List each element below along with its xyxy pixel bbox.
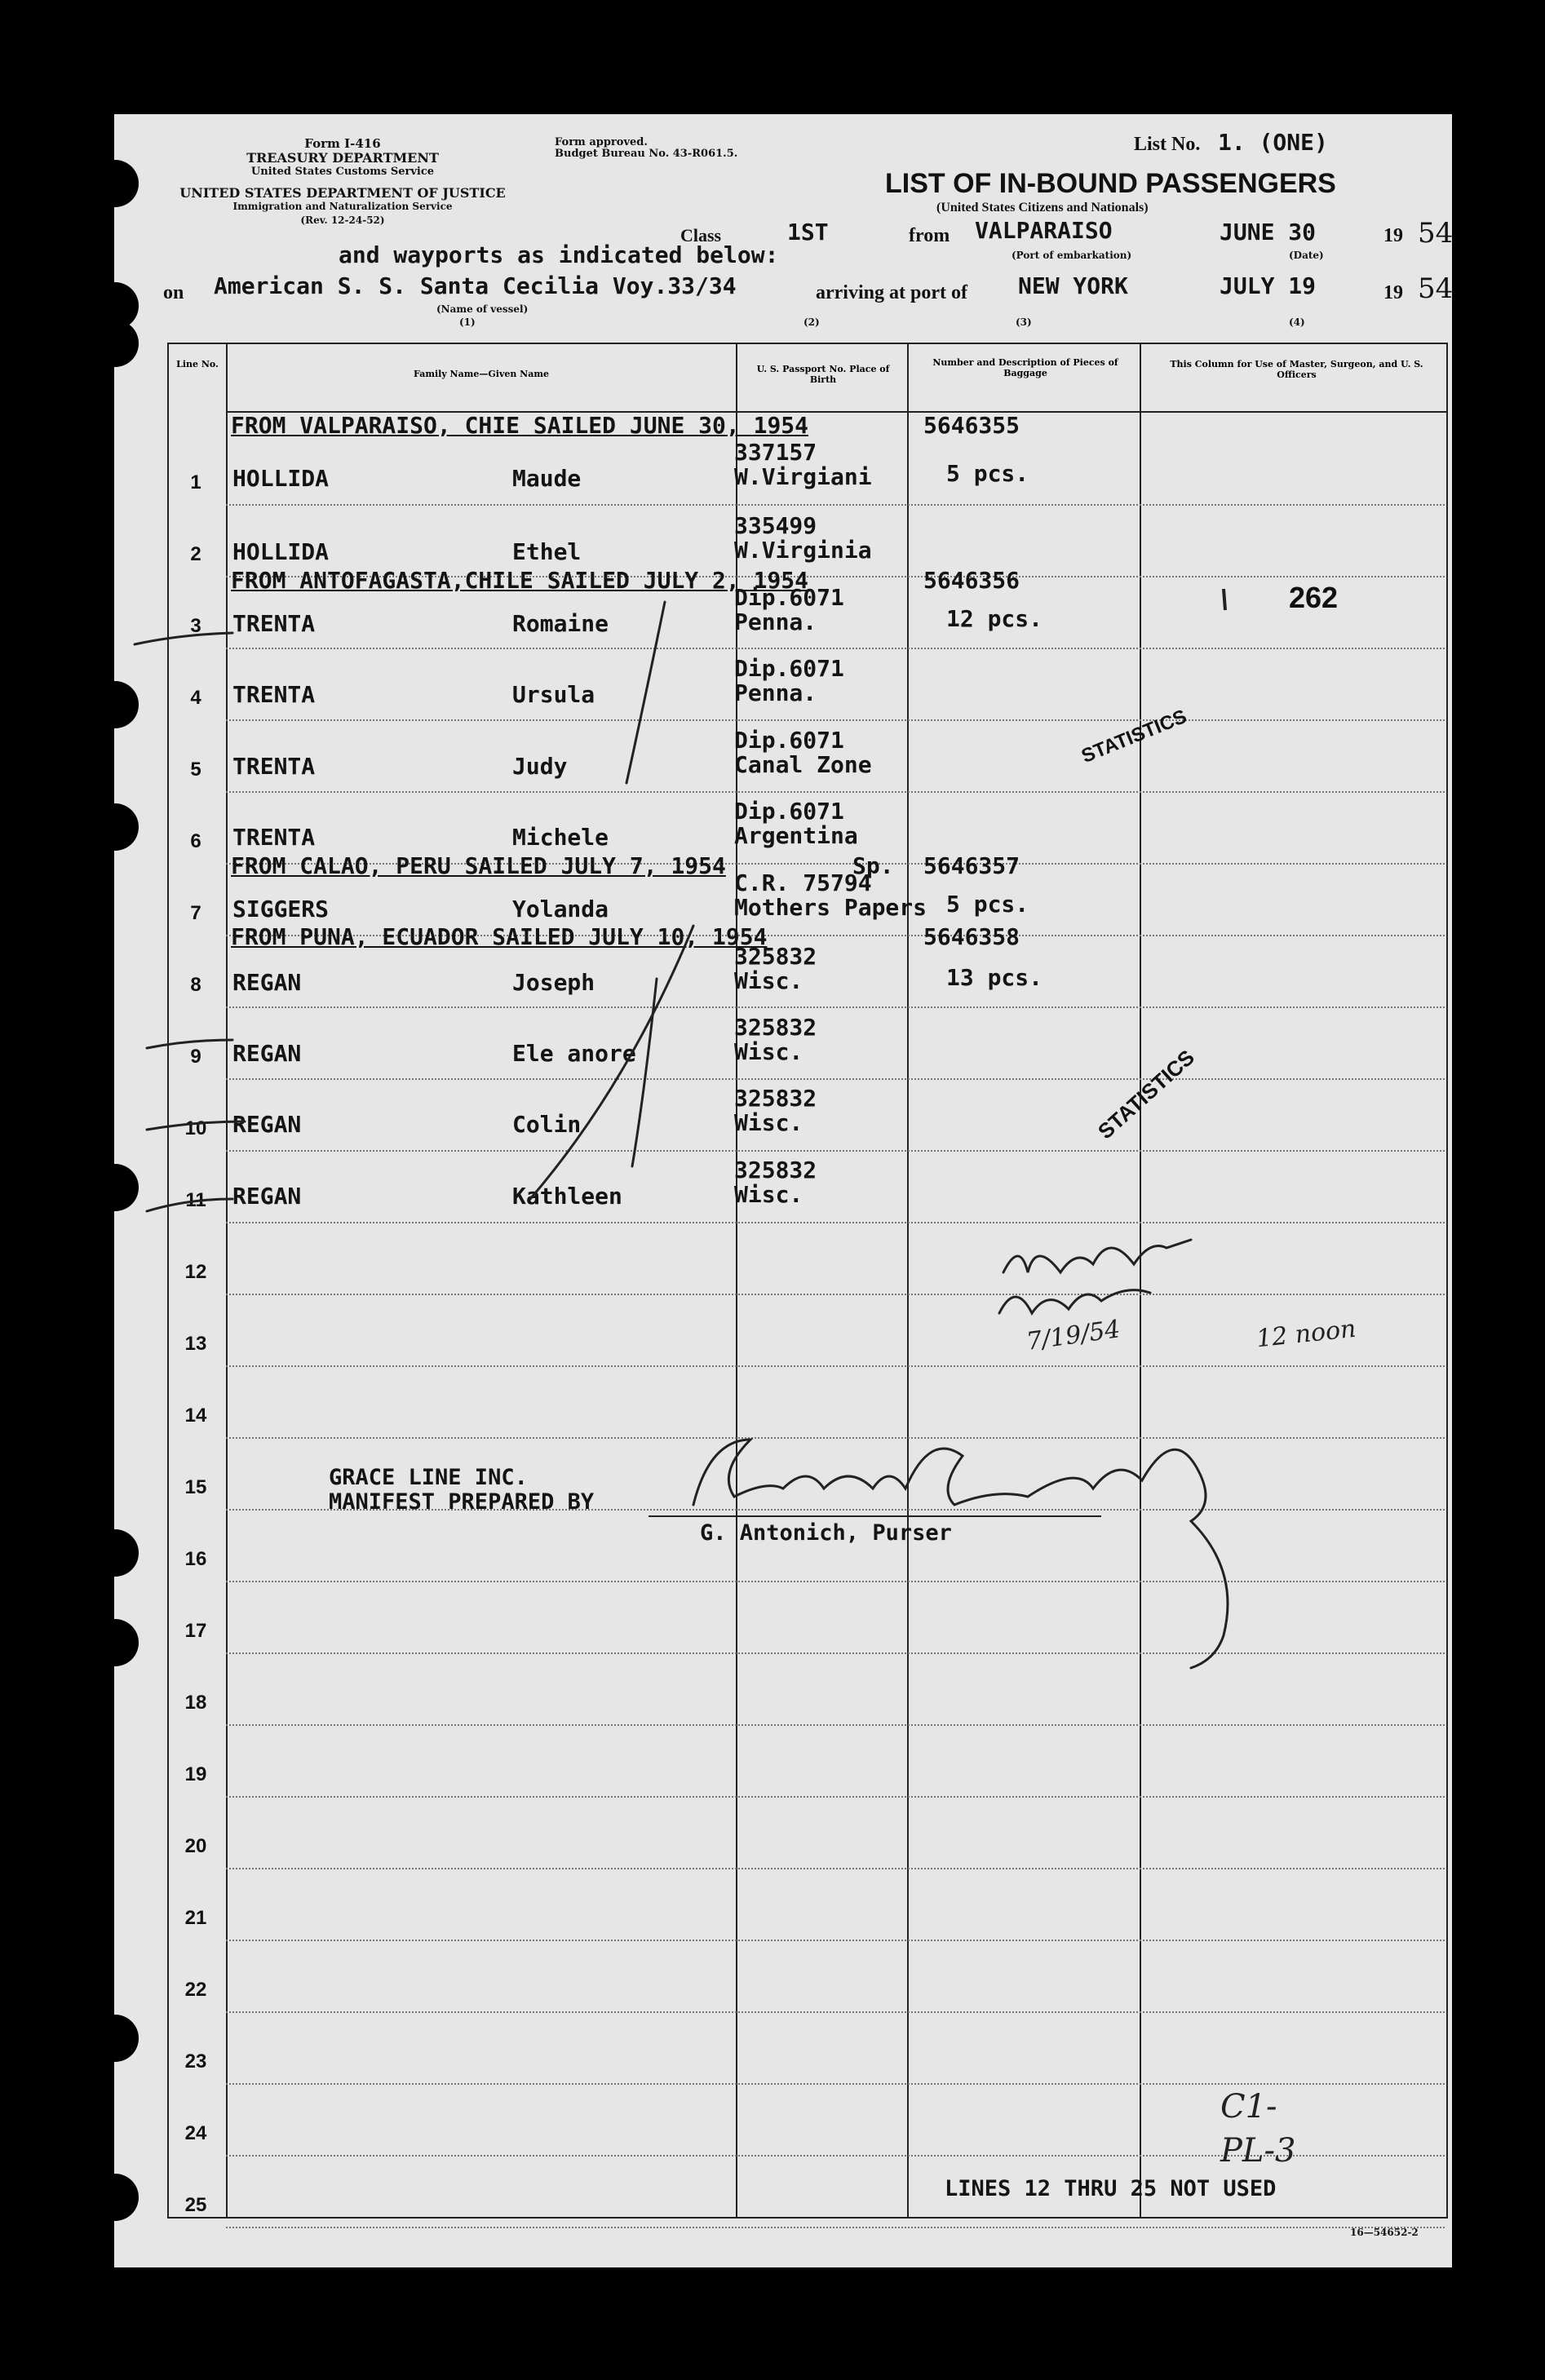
line-number: 25 bbox=[184, 2194, 207, 2216]
officer-initials bbox=[1003, 1240, 1191, 1272]
pen-stroke bbox=[147, 1121, 245, 1130]
family-name: TRENTA bbox=[232, 753, 316, 780]
line-number: 4 bbox=[190, 687, 201, 709]
purser-name: G. Antonich, Purser bbox=[700, 1520, 952, 1546]
passport-number: Dip.6071 bbox=[734, 584, 844, 611]
passport-number: Dip.6071 bbox=[734, 727, 844, 754]
given-name: Joseph bbox=[512, 969, 595, 996]
line-number: 6 bbox=[190, 830, 201, 852]
family-name: HOLLIDA bbox=[232, 465, 330, 492]
place-of-birth: Mothers Papers bbox=[734, 894, 927, 921]
baggage-number: 5646358 bbox=[923, 923, 1020, 950]
family-name: HOLLIDA bbox=[232, 538, 330, 565]
place-of-birth: Canal Zone bbox=[734, 751, 872, 778]
col-caption-3: (3) bbox=[1016, 316, 1032, 328]
section-header: FROM CALAO, PERU SAILED JULY 7, 1954 bbox=[231, 852, 726, 879]
rev-line: (Rev. 12-24-52) bbox=[300, 215, 385, 226]
line-number: 2 bbox=[190, 543, 201, 565]
passport-number: 325832 bbox=[734, 1157, 817, 1183]
line-number: 22 bbox=[184, 1979, 207, 2001]
pen-stroke bbox=[626, 602, 665, 783]
from-caption: (Port of embarkation) bbox=[1012, 250, 1132, 261]
year-1: 54 bbox=[1418, 217, 1454, 250]
family-name: REGAN bbox=[232, 969, 302, 996]
baggage-number: 5646357 bbox=[923, 852, 1020, 879]
section-extra: Sp. bbox=[852, 852, 894, 879]
baggage-pieces: 12 pcs. bbox=[946, 605, 1043, 632]
arrival-port: NEW YORK bbox=[1018, 272, 1128, 299]
line-number: 7 bbox=[190, 902, 201, 924]
baggage-number: 5646355 bbox=[923, 412, 1020, 439]
list-no-label: List No. bbox=[1134, 134, 1201, 155]
given-name: Maude bbox=[512, 465, 582, 492]
year-prefix-2: 19 bbox=[1383, 282, 1403, 303]
passport-number: 325832 bbox=[734, 1014, 817, 1041]
baggage-pieces: 13 pcs. bbox=[946, 964, 1043, 991]
line-number: 8 bbox=[190, 974, 201, 996]
family-name: TRENTA bbox=[232, 681, 316, 708]
vessel-caption: (Name of vessel) bbox=[436, 303, 529, 315]
family-name: REGAN bbox=[232, 1111, 302, 1138]
company-name: GRACE LINE INC. bbox=[329, 1465, 528, 1490]
year-prefix-1: 19 bbox=[1383, 225, 1403, 246]
place-of-birth: Penna. bbox=[734, 679, 817, 706]
place-of-birth: Argentina bbox=[734, 822, 858, 849]
page-title: LIST OF IN-BOUND PASSENGERS bbox=[885, 168, 1336, 199]
line-number: 11 bbox=[185, 1189, 206, 1211]
col-caption-1: (1) bbox=[459, 316, 476, 328]
passport-number: 325832 bbox=[734, 943, 817, 970]
section-header: FROM PUNA, ECUADOR SAILED JULY 10, 1954 bbox=[231, 923, 768, 950]
pen-stroke bbox=[632, 979, 657, 1166]
line-number: 19 bbox=[184, 1763, 207, 1785]
col-header-passport: U. S. Passport No. Place of Birth bbox=[756, 364, 890, 385]
line-number: 16 bbox=[184, 1548, 207, 1570]
line-number: 1 bbox=[190, 471, 201, 493]
section-header: FROM VALPARAISO, CHIE SAILED JUNE 30, 1954 bbox=[231, 412, 809, 439]
place-of-birth: W.Virgiani bbox=[734, 463, 872, 490]
officer-mark: 262 bbox=[1289, 581, 1339, 614]
class-label: Class bbox=[680, 225, 722, 246]
given-name: Colin bbox=[512, 1111, 582, 1138]
given-name: Yolanda bbox=[512, 896, 609, 922]
line-number: 23 bbox=[184, 2050, 207, 2073]
baggage-number: 5646356 bbox=[923, 567, 1020, 594]
line-number: 20 bbox=[184, 1835, 207, 1857]
place-of-birth: Wisc. bbox=[734, 967, 803, 994]
treasury-dept: TREASURY DEPARTMENT bbox=[246, 150, 439, 166]
line-number: 21 bbox=[184, 1907, 207, 1929]
col-header-name: Family Name—Given Name bbox=[414, 369, 549, 379]
pen-stroke bbox=[135, 633, 232, 644]
dept-justice-line: UNITED STATES DEPARTMENT OF JUSTICE bbox=[179, 185, 506, 201]
list-no-value: 1. (ONE) bbox=[1217, 129, 1328, 156]
wayports-line: and wayports as indicated below: bbox=[339, 241, 779, 268]
line-number: 3 bbox=[190, 615, 201, 637]
passport-number: 325832 bbox=[734, 1085, 817, 1112]
family-name: TRENTA bbox=[232, 610, 316, 637]
col-header-baggage: Number and Description of Pieces of Baggage bbox=[932, 357, 1118, 378]
passport-number: 337157 bbox=[734, 439, 817, 466]
on-label: on bbox=[163, 282, 184, 303]
pen-stroke bbox=[147, 1199, 232, 1211]
handwritten-pl3: PL-3 bbox=[1220, 2132, 1296, 2170]
pen-stroke bbox=[147, 1040, 232, 1048]
budget-bureau-line: Budget Bureau No. 43-R061.5. bbox=[555, 148, 738, 160]
statistics-stamp: STATISTICS bbox=[1078, 705, 1190, 768]
given-name: Ethel bbox=[512, 538, 582, 565]
given-name: Romaine bbox=[512, 610, 609, 637]
form-approved-line: Form approved. bbox=[555, 136, 648, 148]
line-number: 9 bbox=[190, 1046, 201, 1068]
passport-number: Dip.6071 bbox=[734, 655, 844, 682]
embark-date: JUNE 30 bbox=[1220, 219, 1317, 246]
date-caption: (Date) bbox=[1289, 250, 1324, 261]
place-of-birth: Wisc. bbox=[734, 1181, 803, 1208]
col-caption-2: (2) bbox=[803, 316, 820, 328]
vessel-name: American S. S. Santa Cecilia Voy.33/34 bbox=[214, 272, 737, 299]
line-number: 5 bbox=[190, 759, 201, 781]
given-name: Ursula bbox=[512, 681, 595, 708]
passport-number: Dip.6071 bbox=[734, 798, 844, 825]
family-name: SIGGERS bbox=[232, 896, 330, 922]
handwritten-date: 7/19/54 bbox=[1025, 1315, 1122, 1356]
manifest-prepared-label: MANIFEST PREPARED BY bbox=[329, 1489, 595, 1515]
given-name: Ele anore bbox=[512, 1040, 636, 1067]
place-of-birth: W.Virginia bbox=[734, 537, 872, 564]
col-header-line-no: Line No. bbox=[176, 359, 219, 369]
ins-line: Immigration and Naturalization Service bbox=[232, 201, 453, 212]
given-name: Michele bbox=[512, 824, 609, 851]
officer-initials bbox=[999, 1290, 1150, 1313]
lines-not-used-note: LINES 12 THRU 25 NOT USED bbox=[945, 2176, 1277, 2201]
place-of-birth: Wisc. bbox=[734, 1109, 803, 1136]
line-number: 14 bbox=[184, 1405, 207, 1427]
handwritten-c1: C1- bbox=[1220, 2088, 1277, 2126]
line-number: 15 bbox=[184, 1476, 207, 1498]
line-number: 13 bbox=[184, 1333, 207, 1355]
place-of-birth: Penna. bbox=[734, 608, 817, 635]
section-header: FROM ANTOFAGASTA,CHILE SAILED JULY 2, 1954 bbox=[231, 567, 809, 594]
from-label: from bbox=[909, 225, 950, 246]
year-2: 54 bbox=[1418, 272, 1454, 305]
given-name: Kathleen bbox=[512, 1183, 622, 1210]
family-name: REGAN bbox=[232, 1040, 302, 1067]
arriving-label: arriving at port of bbox=[816, 282, 967, 303]
form-code: 16—54652-2 bbox=[1350, 2227, 1419, 2238]
family-name: REGAN bbox=[232, 1183, 302, 1210]
pen-stroke bbox=[530, 926, 693, 1199]
class-value: 1ST bbox=[787, 219, 829, 246]
line-number: 10 bbox=[184, 1117, 207, 1139]
pen-mark bbox=[1224, 589, 1225, 610]
from-port: VALPARAISO bbox=[975, 217, 1113, 244]
form-number: Form I-416 bbox=[304, 136, 381, 151]
customs-service: United States Customs Service bbox=[250, 166, 435, 178]
passport-number: C.R. 75794 bbox=[734, 869, 872, 896]
arrival-date: JULY 19 bbox=[1220, 272, 1317, 299]
statistics-stamp: STATISTICS bbox=[1093, 1045, 1199, 1144]
col-caption-4: (4) bbox=[1289, 316, 1305, 328]
place-of-birth: Wisc. bbox=[734, 1038, 803, 1065]
handwritten-time: 12 noon bbox=[1255, 1314, 1357, 1354]
line-number: 24 bbox=[184, 2122, 207, 2144]
baggage-pieces: 5 pcs. bbox=[946, 460, 1029, 487]
page-subtitle: (United States Citizens and Nationals) bbox=[936, 201, 1149, 215]
baggage-pieces: 5 pcs. bbox=[946, 891, 1029, 918]
line-number: 12 bbox=[184, 1261, 207, 1283]
line-number: 17 bbox=[184, 1620, 207, 1642]
col-header-officers: This Column for Use of Master, Surgeon, and U. S. Officers bbox=[1170, 359, 1423, 380]
passport-number: 335499 bbox=[734, 512, 817, 539]
purser-signature bbox=[693, 1440, 1228, 1668]
given-name: Judy bbox=[512, 753, 568, 780]
family-name: TRENTA bbox=[232, 824, 316, 851]
line-number: 18 bbox=[184, 1692, 207, 1714]
